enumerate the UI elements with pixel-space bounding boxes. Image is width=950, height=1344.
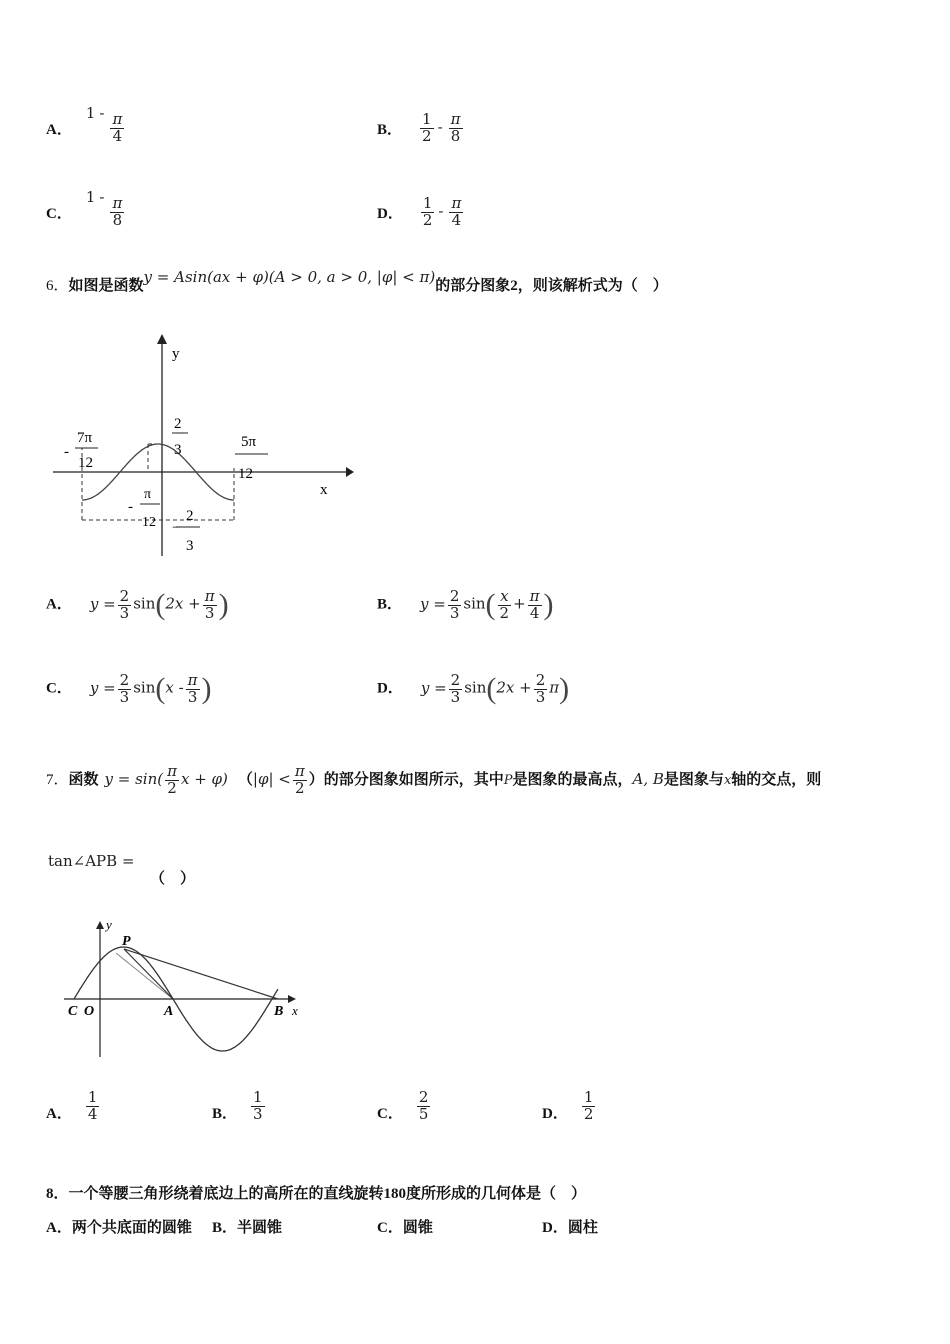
origin-label: O xyxy=(84,1004,95,1019)
fraction: $\frac{1}{4}$ xyxy=(87,1088,98,1123)
q6-option-d[interactable]: D． y = $\frac{2}{3}$ sin(2x + $\frac{2}{3}$ π) xyxy=(377,670,570,706)
q5-option-b[interactable]: B． $\frac{1}{2}$ - $\frac{\pi}{8}$ xyxy=(377,110,461,145)
option-label: C． xyxy=(377,1105,403,1122)
option-label: B． xyxy=(377,596,403,613)
fraction: $\frac{1}{2}$ xyxy=(422,110,432,145)
mid-tick-denominator: 12 xyxy=(142,515,156,530)
q6-option-b[interactable]: B． y = $\frac{2}{3}$ sin( $\frac{x}{2}$ + $\frac{\pi}{4}$ ) xyxy=(377,586,554,622)
min-value-denominator: 3 xyxy=(186,538,194,554)
option-label: C． xyxy=(46,680,72,697)
right-tick-denominator: 12 xyxy=(238,466,253,482)
fraction: $\frac{\pi}{4}$ xyxy=(451,194,462,229)
option-text: 半圆锥 xyxy=(237,1220,283,1236)
y-axis-label: y xyxy=(172,346,180,362)
question-text: 的部分图象2，则该解析式为（ ） xyxy=(435,278,668,294)
q6-option-c[interactable]: C． y = $\frac{2}{3}$ sin(x - $\frac{\pi}{3}$ ) xyxy=(46,670,212,706)
option-label: A． xyxy=(46,121,72,138)
q6-sine-graph xyxy=(48,328,358,560)
q8-option-c[interactable] xyxy=(377,1216,433,1237)
left-tick-numerator: 7π xyxy=(77,430,93,446)
max-value-numerator: 2 xyxy=(174,416,182,432)
option-text: 两个共底面的圆锥 xyxy=(71,1220,192,1236)
option-label: D． xyxy=(377,205,403,222)
left-tick-denominator: 12 xyxy=(78,455,93,471)
question-number: 7． xyxy=(46,771,69,788)
fraction: $\frac{\pi}{3}$ xyxy=(187,670,198,706)
option-label: A． xyxy=(46,596,72,613)
fraction: $\frac{2}{3}$ xyxy=(119,670,130,706)
option-label: A． xyxy=(46,1220,72,1236)
q7-sine-graph xyxy=(60,915,310,1065)
q6-option-a[interactable]: A． y = $\frac{2}{3}$ sin(2x + $\frac{\pi}{3}$ ) xyxy=(46,586,229,622)
fraction: $\frac{2}{3}$ xyxy=(535,670,546,706)
question-text: 8．一个等腰三角形绕着底边上的高所在的直线旋转180度所形成的几何体是（ ） xyxy=(46,1186,587,1202)
option-label: D． xyxy=(542,1220,568,1236)
y-axis-label: y xyxy=(106,917,112,932)
left-sign: - xyxy=(64,444,69,460)
fraction: $\frac{2}{3}$ xyxy=(450,670,461,706)
option-label: B． xyxy=(212,1220,238,1236)
fraction: $\frac{1}{2}$ xyxy=(583,1088,594,1123)
q6-question xyxy=(46,268,668,295)
q8-question xyxy=(46,1182,586,1203)
q7-option-c[interactable] xyxy=(377,1088,432,1131)
fraction: $\frac{\pi}{4}$ xyxy=(112,110,123,145)
q8-option-b[interactable] xyxy=(212,1216,282,1237)
option-label: D． xyxy=(542,1105,568,1122)
q7-answer-blank: （ ） xyxy=(150,871,196,887)
fraction: $\frac{\pi}{2}$ xyxy=(294,762,305,797)
fraction: $\frac{\pi}{2}$ xyxy=(167,762,177,797)
q8-option-a[interactable] xyxy=(46,1216,192,1237)
point-p-label: P xyxy=(122,934,131,949)
q8-option-d[interactable] xyxy=(542,1216,598,1237)
fraction: $\frac{2}{3}$ xyxy=(119,586,130,622)
x-axis-label: x xyxy=(320,482,328,498)
fraction: $\frac{\pi}{8}$ xyxy=(112,194,123,229)
fraction: $\frac{x}{2}$ xyxy=(499,586,510,622)
mid-tick-numerator: π xyxy=(144,487,152,502)
fraction: $\frac{\pi}{8}$ xyxy=(450,110,461,145)
option-label: A． xyxy=(46,1105,72,1122)
min-sign: − xyxy=(172,520,181,536)
fraction: $\frac{\pi}{3}$ xyxy=(204,586,215,622)
question-number: 6． xyxy=(46,278,69,294)
function-formula: y = Asin(ax + φ)(A > 0, a > 0, |φ| < π) xyxy=(143,268,436,286)
max-value-denominator: 3 xyxy=(174,442,182,458)
q7-question: 7．函数 y = sin( $\frac{\pi}{2}$ x + φ) （|φ| < $\frac{\pi}{2}$ ）的部分图象如图所示，其中P是图象的最高点，A, B是图象与x轴的交点，则 xyxy=(46,762,822,797)
fraction: $\frac{1}{2}$ xyxy=(422,194,433,229)
min-value-numerator: 2 xyxy=(186,508,194,524)
option-label: D． xyxy=(377,680,403,697)
fraction: $\frac{2}{3}$ xyxy=(449,586,460,622)
q5-option-d[interactable]: D． $\frac{1}{2}$ - $\frac{\pi}{4}$ xyxy=(377,194,462,229)
option-label: B． xyxy=(212,1105,238,1122)
point-c-label: C xyxy=(68,1004,78,1019)
q7-tan-expression: tan∠APB = xyxy=(48,852,135,870)
question-text: 如图是函数 xyxy=(68,278,144,294)
q7-option-d[interactable] xyxy=(542,1088,597,1131)
option-label: C． xyxy=(377,1220,403,1236)
fraction: $\frac{1}{3}$ xyxy=(253,1088,263,1123)
option-label: C． xyxy=(46,205,72,222)
segment-pb xyxy=(124,949,278,999)
q5-option-a[interactable]: A． 1 - $\frac{\pi}{4}$ xyxy=(46,103,123,145)
right-tick-numerator: 5π xyxy=(241,434,257,450)
question-text: 函数 xyxy=(68,771,99,788)
option-text: 圆柱 xyxy=(567,1220,598,1236)
fraction: $\frac{\pi}{4}$ xyxy=(529,586,540,622)
mid-sign: - xyxy=(128,499,133,515)
q7-option-b[interactable] xyxy=(212,1088,267,1131)
x-axis-label: x xyxy=(292,1003,298,1018)
fraction: $\frac{2}{5}$ xyxy=(418,1088,429,1123)
q5-option-c[interactable]: C． 1 - $\frac{\pi}{8}$ xyxy=(46,187,123,229)
point-b-label: B xyxy=(274,1004,284,1019)
q7-option-a[interactable] xyxy=(46,1088,101,1131)
option-label: B． xyxy=(377,121,403,138)
point-a-label: A xyxy=(164,1004,174,1019)
option-text: 圆锥 xyxy=(402,1220,433,1236)
